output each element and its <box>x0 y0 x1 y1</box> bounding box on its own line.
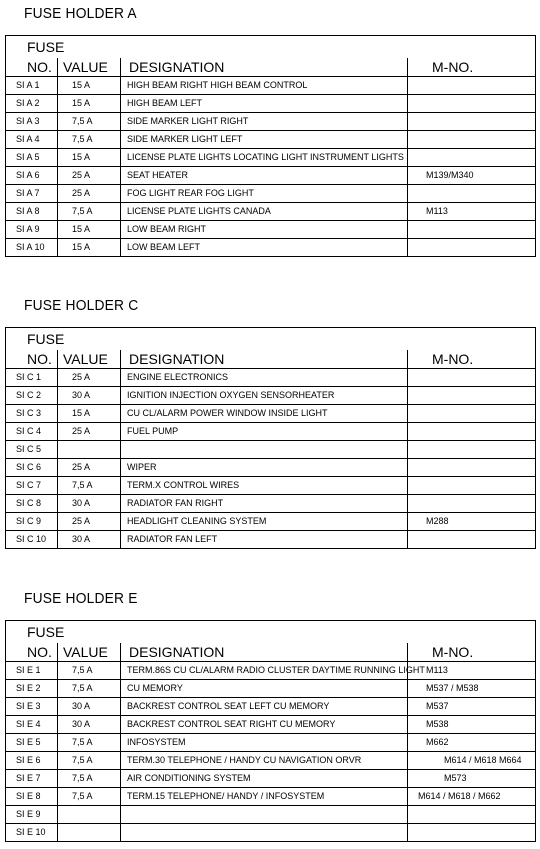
column-header-value: VALUE <box>58 58 121 77</box>
fuse-value-cell: 25 A <box>58 369 121 387</box>
fuse-no-cell: SI C 5 <box>6 441 58 459</box>
column-header-designation: DESIGNATION <box>129 351 225 367</box>
fuse-designation-cell: BACKREST CONTROL SEAT LEFT CU MEMORY <box>121 698 408 716</box>
fuse-no-cell: SI A 9 <box>6 221 58 239</box>
fuse-designation-cell: LICENSE PLATE LIGHTS CANADA <box>121 203 408 221</box>
fuse-designation-cell <box>121 806 408 824</box>
fuse-mno-cell <box>408 131 536 149</box>
fuse-value-cell: 30 A <box>58 531 121 549</box>
table-row <box>6 221 536 239</box>
column-header-fuse: FUSE <box>27 39 65 55</box>
table-row <box>6 203 536 221</box>
table-row <box>6 167 536 185</box>
fuse-value-cell: 7,5 A <box>58 788 121 806</box>
fuse-no-cell: SI C 10 <box>6 531 58 549</box>
fuse-value-cell: 15 A <box>58 221 121 239</box>
fuse-mno-cell <box>408 113 536 131</box>
fuse-table <box>5 327 536 549</box>
fuse-mno-cell: M614 / M618 / M662 <box>408 788 536 806</box>
table-row <box>6 185 536 203</box>
fuse-no-cell: SI E 6 <box>6 752 58 770</box>
table-row <box>6 405 536 423</box>
fuse-designation-cell: ENGINE ELECTRONICS <box>121 369 408 387</box>
fuse-mno-cell <box>408 149 536 167</box>
column-header-fuse: FUSE <box>27 331 65 347</box>
fuse-mno-cell <box>408 441 536 459</box>
fuse-designation-cell: CU MEMORY <box>121 680 408 698</box>
fuse-mno-cell: M113 <box>408 203 536 221</box>
fuse-no-cell: SI A 7 <box>6 185 58 203</box>
fuse-mno-cell <box>408 95 536 113</box>
table-row <box>6 441 536 459</box>
fuse-no-cell: SI E 1 <box>6 662 58 680</box>
fuse-designation-cell: LICENSE PLATE LIGHTS LOCATING LIGHT INSTRUMENT LIGHTS <box>121 149 408 167</box>
fuse-designation-cell <box>121 824 408 842</box>
fuse-value-cell: 15 A <box>58 405 121 423</box>
fuse-mno-cell: M139/M340 <box>408 167 536 185</box>
fuse-value-cell: 15 A <box>58 149 121 167</box>
fuse-value-cell: 30 A <box>58 495 121 513</box>
fuse-designation-cell: CU CL/ALARM POWER WINDOW INSIDE LIGHT <box>121 405 408 423</box>
fuse-no-cell: SI E 9 <box>6 806 58 824</box>
fuse-designation-cell: RADIATOR FAN LEFT <box>121 531 408 549</box>
table-row <box>6 680 536 698</box>
fuse-designation-cell: INFOSYSTEM <box>121 734 408 752</box>
fuse-no-cell: SI A 5 <box>6 149 58 167</box>
fuse-mno-cell <box>408 221 536 239</box>
column-header-no: NO. <box>6 350 58 369</box>
fuse-value-cell: 7,5 A <box>58 662 121 680</box>
fuse-value-cell: 7,5 A <box>58 113 121 131</box>
fuse-no-cell: SI E 8 <box>6 788 58 806</box>
fuse-value-cell: 7,5 A <box>58 477 121 495</box>
column-header-designation: DESIGNATION <box>129 59 225 75</box>
fuse-holder-title: FUSE HOLDER E <box>24 590 138 607</box>
fuse-value-cell: 7,5 A <box>58 203 121 221</box>
fuse-mno-cell: M288 <box>408 513 536 531</box>
fuse-no-cell: SI C 4 <box>6 423 58 441</box>
table-row <box>6 716 536 734</box>
fuse-no-cell: SI E 10 <box>6 824 58 842</box>
fuse-no-cell: SI A 8 <box>6 203 58 221</box>
fuse-no-cell: SI E 2 <box>6 680 58 698</box>
fuse-designation-cell: HEADLIGHT CLEANING SYSTEM <box>121 513 408 531</box>
fuse-table <box>5 620 536 842</box>
fuse-mno-cell <box>408 824 536 842</box>
fuse-value-cell <box>58 806 121 824</box>
fuse-no-cell: SI A 1 <box>6 77 58 95</box>
table-row <box>6 788 536 806</box>
fuse-designation-cell: HIGH BEAM RIGHT HIGH BEAM CONTROL <box>121 77 408 95</box>
fuse-designation-cell: BACKREST CONTROL SEAT RIGHT CU MEMORY <box>121 716 408 734</box>
table-row <box>6 77 536 95</box>
table-row <box>6 149 536 167</box>
fuse-mno-cell <box>408 531 536 549</box>
fuse-no-cell: SI E 5 <box>6 734 58 752</box>
fuse-no-cell: SI C 2 <box>6 387 58 405</box>
column-header-fuse: FUSE <box>27 624 65 640</box>
fuse-mno-cell <box>408 77 536 95</box>
table-row <box>6 752 536 770</box>
fuse-mno-cell <box>408 459 536 477</box>
fuse-value-cell: 30 A <box>58 698 121 716</box>
column-header-designation: DESIGNATION <box>129 644 225 660</box>
column-header-no: NO. <box>6 58 58 77</box>
fuse-mno-cell <box>408 369 536 387</box>
fuse-no-cell: SI C 3 <box>6 405 58 423</box>
table-row <box>6 806 536 824</box>
table-row <box>6 477 536 495</box>
fuse-mno-cell: M573 <box>408 770 536 788</box>
fuse-no-cell: SI E 3 <box>6 698 58 716</box>
fuse-no-cell: SI C 1 <box>6 369 58 387</box>
fuse-mno-cell <box>408 806 536 824</box>
table-row <box>6 423 536 441</box>
fuse-no-cell: SI A 4 <box>6 131 58 149</box>
table-row <box>6 131 536 149</box>
fuse-designation-cell <box>121 441 408 459</box>
fuse-no-cell: SI C 8 <box>6 495 58 513</box>
fuse-designation-cell: FOG LIGHT REAR FOG LIGHT <box>121 185 408 203</box>
fuse-value-cell: 7,5 A <box>58 770 121 788</box>
fuse-value-cell: 25 A <box>58 185 121 203</box>
column-header-value: VALUE <box>58 643 121 662</box>
fuse-mno-cell: M537 <box>408 698 536 716</box>
fuse-value-cell: 25 A <box>58 167 121 185</box>
table-row <box>6 531 536 549</box>
fuse-designation-cell: TERM.15 TELEPHONE/ HANDY / INFOSYSTEM <box>121 788 408 806</box>
fuse-designation-cell: FUEL PUMP <box>121 423 408 441</box>
table-row <box>6 734 536 752</box>
fuse-value-cell: 7,5 A <box>58 131 121 149</box>
fuse-mno-cell <box>408 423 536 441</box>
table-row <box>6 239 536 257</box>
column-header-mno: M-NO. <box>408 58 536 77</box>
fuse-designation-cell: TERM.X CONTROL WIRES <box>121 477 408 495</box>
fuse-designation-cell: HIGH BEAM LEFT <box>121 95 408 113</box>
table-row <box>6 824 536 842</box>
fuse-no-cell: SI A 6 <box>6 167 58 185</box>
table-row <box>6 459 536 477</box>
fuse-designation-cell: WIPER <box>121 459 408 477</box>
table-row <box>6 113 536 131</box>
table-row <box>6 95 536 113</box>
fuse-table <box>5 35 536 257</box>
column-header-mno: M-NO. <box>408 350 536 369</box>
fuse-designation-cell: IGNITION INJECTION OXYGEN SENSORHEATER <box>121 387 408 405</box>
table-row <box>6 495 536 513</box>
fuse-designation-cell: LOW BEAM RIGHT <box>121 221 408 239</box>
fuse-no-cell: SI A 3 <box>6 113 58 131</box>
fuse-designation-cell: LOW BEAM LEFT <box>121 239 408 257</box>
fuse-value-cell: 25 A <box>58 459 121 477</box>
fuse-mno-cell <box>408 185 536 203</box>
fuse-value-cell: 15 A <box>58 239 121 257</box>
fuse-mno-cell <box>408 495 536 513</box>
fuse-no-cell: SI A 2 <box>6 95 58 113</box>
fuse-designation-cell: SIDE MARKER LIGHT LEFT <box>121 131 408 149</box>
fuse-designation-cell: AIR CONDITIONING SYSTEM <box>121 770 408 788</box>
fuse-value-cell: 30 A <box>58 387 121 405</box>
fuse-value-cell: 30 A <box>58 716 121 734</box>
column-header-mno: M-NO. <box>408 643 536 662</box>
fuse-designation-cell: TERM.86S CU CL/ALARM RADIO CLUSTER DAYTIME RUNNING LIGHT <box>121 662 408 680</box>
fuse-value-cell: 15 A <box>58 77 121 95</box>
fuse-value-cell: 7,5 A <box>58 752 121 770</box>
fuse-value-cell <box>58 824 121 842</box>
column-header-value: VALUE <box>58 350 121 369</box>
fuse-value-cell: 7,5 A <box>58 680 121 698</box>
table-row <box>6 770 536 788</box>
fuse-no-cell: SI E 7 <box>6 770 58 788</box>
table-row <box>6 662 536 680</box>
fuse-mno-cell: M614 / M618 M664 <box>408 752 536 770</box>
fuse-value-cell: 25 A <box>58 423 121 441</box>
fuse-holder-title: FUSE HOLDER A <box>24 5 137 22</box>
fuse-designation-cell: SIDE MARKER LIGHT RIGHT <box>121 113 408 131</box>
fuse-no-cell: SI E 4 <box>6 716 58 734</box>
fuse-value-cell: 7,5 A <box>58 734 121 752</box>
fuse-no-cell: SI C 6 <box>6 459 58 477</box>
fuse-mno-cell: M113 <box>408 662 536 680</box>
table-row <box>6 369 536 387</box>
fuse-mno-cell: M537 / M538 <box>408 680 536 698</box>
table-row <box>6 513 536 531</box>
fuse-designation-cell: RADIATOR FAN RIGHT <box>121 495 408 513</box>
fuse-mno-cell <box>408 405 536 423</box>
fuse-mno-cell: M538 <box>408 716 536 734</box>
fuse-no-cell: SI C 7 <box>6 477 58 495</box>
fuse-mno-cell <box>408 239 536 257</box>
fuse-mno-cell <box>408 387 536 405</box>
fuse-no-cell: SI A 10 <box>6 239 58 257</box>
fuse-value-cell: 15 A <box>58 95 121 113</box>
column-header-no: NO. <box>6 643 58 662</box>
fuse-mno-cell <box>408 477 536 495</box>
fuse-mno-cell: M662 <box>408 734 536 752</box>
fuse-holder-title: FUSE HOLDER C <box>24 297 139 314</box>
fuse-no-cell: SI C 9 <box>6 513 58 531</box>
table-row <box>6 387 536 405</box>
fuse-designation-cell: TERM.30 TELEPHONE / HANDY CU NAVIGATION ORVR <box>121 752 408 770</box>
fuse-value-cell <box>58 441 121 459</box>
table-row <box>6 698 536 716</box>
fuse-value-cell: 25 A <box>58 513 121 531</box>
fuse-designation-cell: SEAT HEATER <box>121 167 408 185</box>
